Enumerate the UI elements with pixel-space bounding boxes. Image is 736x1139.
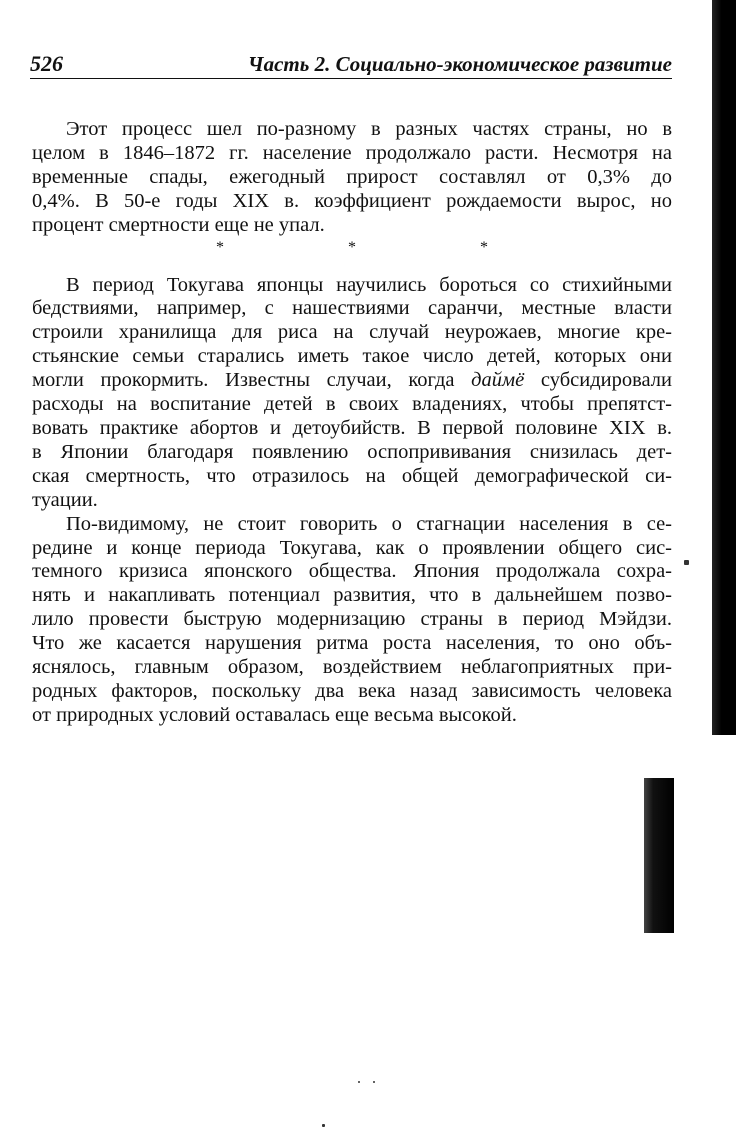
text-line-with-italic [32, 369, 672, 393]
scan-speck [684, 560, 689, 565]
text-line: Этот процесс шел по-разному в разных частях страны, но в [66, 118, 672, 140]
text-segment: могли прокормить. Известны случаи, когда [32, 369, 472, 392]
text-line: ская смертность, что отразилось на общей демографической си- [32, 464, 672, 487]
text-line: Что же касается нарушения ритма роста населения, то оно объ- [32, 632, 672, 655]
text-line: редине и конце периода Токугава, как о проявлении общего сис- [32, 536, 672, 559]
text-line: бедствиями, например, с нашествиями саранчи, местные власти [32, 297, 672, 320]
text-segment: субсидировали [524, 369, 672, 392]
italic-term: даймё [471, 369, 525, 392]
text-line: строили хранилища для риса на случай неурожаев, многие кре- [32, 321, 672, 344]
text-line: В период Токугава японцы научились бороться со стихийными [66, 273, 672, 296]
paragraph-3 [32, 513, 672, 728]
text-line: целом в 1846–1872 гг. население продолжало расти. Несмотря на [32, 141, 672, 164]
text-line: стьянские семьи старались иметь такое число детей, которых они [32, 345, 672, 368]
text-line: процент смертности еще не упал. [32, 213, 325, 236]
text-line: в Японии благодаря появлению оспопрививания снизилась дет- [32, 440, 672, 463]
paragraph-2 [32, 274, 672, 513]
text-line: лило провести быструю модернизацию страны в период Мэйдзи. [32, 608, 672, 631]
text-line: расходы на воспитание детей в своих владениях, чтобы препятст- [32, 393, 672, 416]
running-head [30, 50, 672, 79]
running-title: Часть 2. Социально-экономическое развитие [247, 52, 672, 76]
text-line: темного кризиса японского общества. Япония продолжала сохра- [32, 560, 672, 583]
paragraph-1 [32, 118, 672, 238]
scan-speck [373, 1081, 375, 1083]
text-line: вовать практике абортов и детоубийств. В первой половине XIX в. [32, 416, 672, 439]
text-line: нять и накапливать потенциал развития, что в дальнейшем позво- [32, 584, 672, 607]
text-line: По-видимому, не стоит говорить о стагнации населения в се- [66, 512, 672, 535]
scan-speck [322, 1124, 325, 1127]
text-line: яснялось, главным образом, воздействием неблагоприятных при- [32, 656, 672, 679]
scan-shadow-fragment [644, 778, 674, 933]
page-number: 526 [30, 51, 63, 76]
body-text [32, 118, 672, 728]
text-line: родных факторов, поскольку два века назад зависимость человека [32, 679, 672, 702]
text-line: туации. [32, 488, 98, 511]
scan-speck [358, 1081, 360, 1083]
text-line: временные спады, ежегодный прирост составлял от 0,3% до [32, 165, 672, 188]
text-line: от природных условий оставалась еще весьма высокой. [32, 703, 517, 726]
text-line: 0,4%. В 50-е годы XIX в. коэффициент рождаемости вырос, но [32, 189, 672, 212]
section-separator: * * * [216, 238, 548, 256]
scan-shadow-edge [712, 0, 736, 735]
